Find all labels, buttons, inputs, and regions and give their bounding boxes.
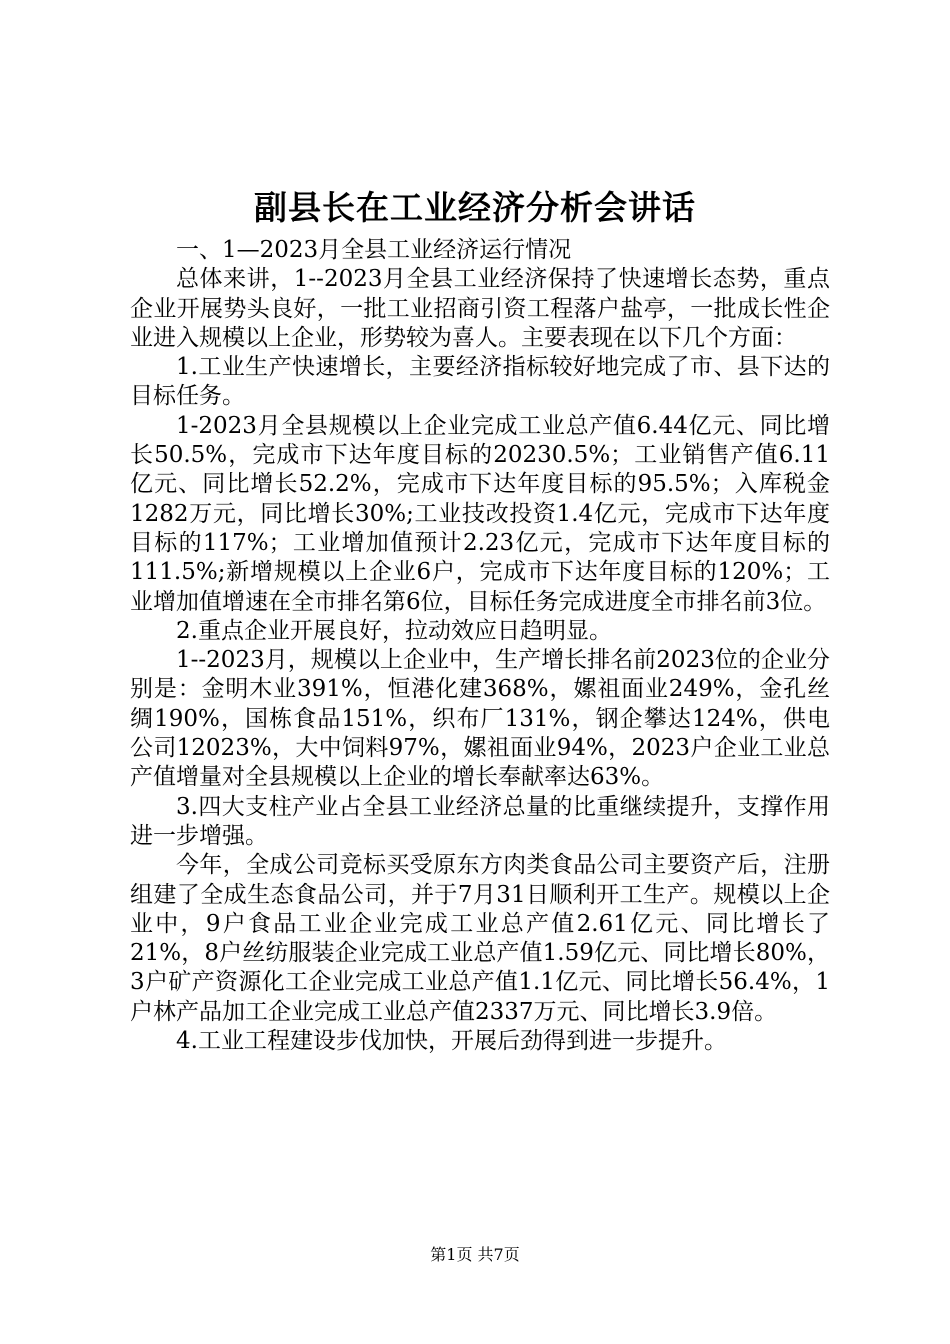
paragraph: 今年，全成公司竞标买受原东方肉类食品公司主要资产后，注册组建了全成生态食品公司，并于7月31日顺利开工生产。规模以上企业中，9户食品工业企业完成工业总产值2.61亿元、同比增长了21%，8户丝纺服装企业完成工业总产值1.59亿元、同比增长80%，3户矿产资源化工企业完成工业总产值1.1亿元、同比增长56.4%，1户林产品加工企业完成工业总产值2337万元、同比增长3.9倍。: [130, 852, 830, 1025]
subheading: 4.工业工程建设步伐加快，开展后劲得到进一步提升。: [176, 1028, 727, 1055]
paragraph: 1-2023月全县规模以上企业完成工业总产值6.44亿元、同比增长50.5%，完成市下达年度目标的20230.5%；工业销售产值6.11亿元、同比增长52.2%，完成市下达年度目标的95.5%；入库税金1282万元，同比增长30%;工业技改投资1.4亿元，完成市下达年度目标的117%；工业增加值预计2.23亿元，完成市下达年度目标的111.5%;新增规模以上企业6户，完成市下达年度目标的120%；工业增加值增速在全市排名第6位，目标任务完成进度全市排名前3位。: [130, 412, 830, 615]
paragraph: 1--2023月，规模以上企业中，生产增长排名前2023位的企业分别是：金明木业391%，恒港化建368%，嫘祖面业249%，金孔丝绸190%，国栋食品151%，织布厂131%，钢企攀达124%，供电公司12023%，大中饲料97%，嫘祖面业94%，2023户企业工业总产值增量对全县规模以上企业的增长奉献率达63%。: [130, 647, 830, 791]
document-body: [130, 236, 830, 1056]
page-footer: 第1页 共7页: [430, 1245, 520, 1264]
document-title: 副县长在工业经济分析会讲话: [254, 188, 696, 227]
subheading: 1.工业生产快速增长，主要经济指标较好地完成了市、县下达的目标任务。: [130, 354, 830, 410]
subheading: 3.四大支柱产业占全县工业经济总量的比重继续提升，支撑作用进一步增强。: [130, 793, 830, 849]
section-heading: 一、1—2023月全县工业经济运行情况: [176, 237, 572, 263]
paragraph: 总体来讲，1--2023月全县工业经济保持了快速增长态势，重点企业开展势头良好，一批工业招商引资工程落户盐亭，一批成长性企业进入规模以上企业，形势较为喜人。主要表现在以下几个方面：: [130, 266, 830, 351]
subheading: 2.重点企业开展良好，拉动效应日趋明显。: [176, 617, 612, 644]
